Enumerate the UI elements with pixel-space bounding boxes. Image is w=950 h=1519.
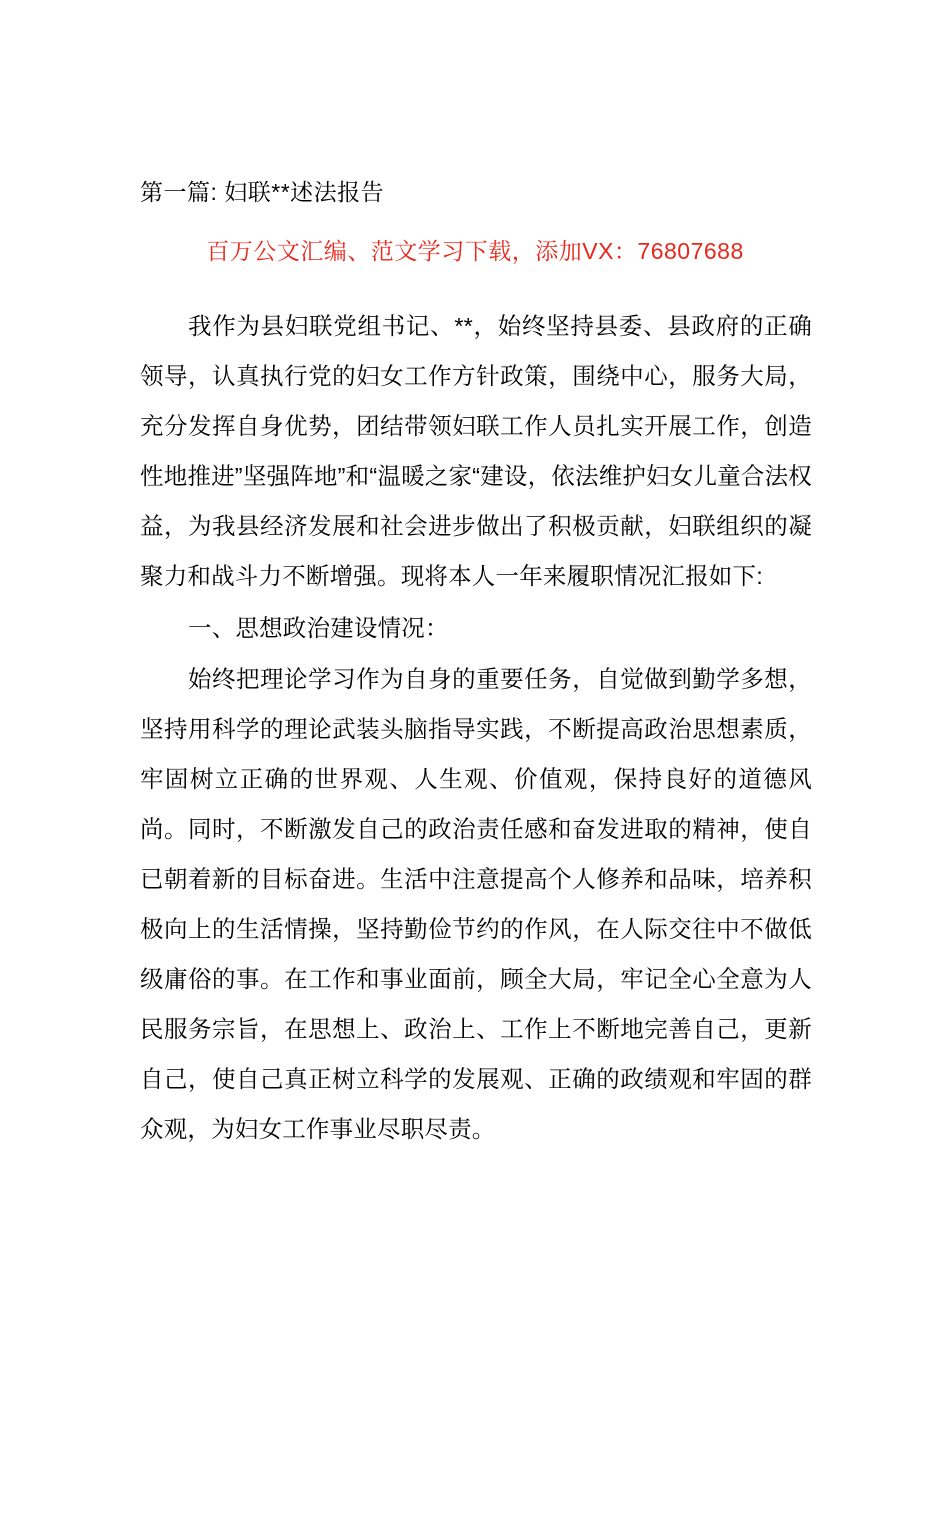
paragraph-section-heading: 一、思想政治建设情况： <box>188 615 449 641</box>
watermark-banner: 百万公文汇编、范文学习下载，添加VX：76807688 <box>206 238 744 264</box>
paragraph-intro: 我作为县妇联党组书记、**，始终坚持县委、县政府的正确领导，认真执行党的妇女工作方针政策，围绕中心，服务大局，充分发挥自身优势，团结带领妇联工作人员扎实开展工作，创造性地推进”坚强阵地”和“温暖之家“建设，依法维护妇女儿童合法权益，为我县经济发展和社会进步做出了积极贡献，妇联组织的凝聚力和战斗力不断增强。现将本人一年来履职情况汇报如下: <box>140 313 813 589</box>
document-body <box>140 301 812 1154</box>
paragraph-section-body: 始终把理论学习作为自身的重要任务，自觉做到勤学多想，坚持用科学的理论武装头脑指导实践，不断提高政治思想素质，牢固树立正确的世界观、人生观、价值观，保持良好的道德风尚。同时，不断激发自己的政治责任感和奋发进取的精神，使自已朝着新的目标奋进。生活中注意提高个人修养和品味，培养积极向上的生活情操，坚持勤俭节约的作风，在人际交往中不做低级庸俗的事。在工作和事业面前，顾全大局，牢记全心全意为人民服务宗旨，在思想上、政治上、工作上不断地完善自己，更新自己，使自己真正树立科学的发展观、正确的政绩观和牢固的群众观，为妇女工作事业尽职尽责。 <box>140 666 812 1142</box>
document-page <box>0 175 950 1519</box>
page-title: 第一篇: 妇联**述法报告 <box>140 179 385 205</box>
